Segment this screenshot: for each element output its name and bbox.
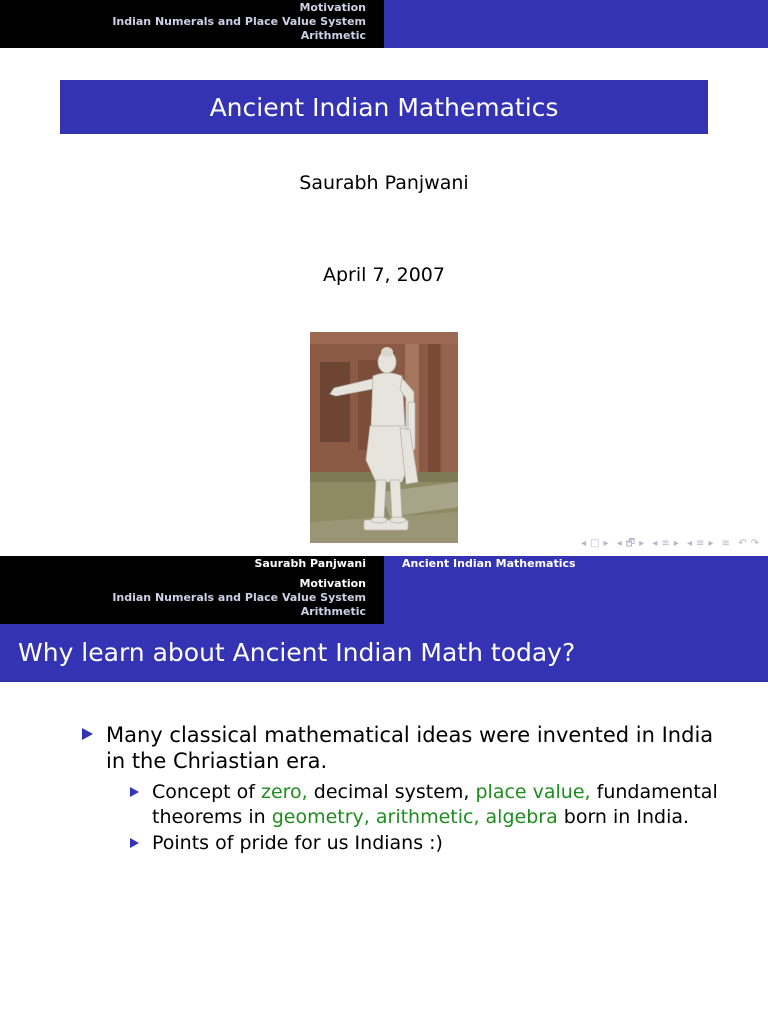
section-link-motivation[interactable]: Motivation [299, 577, 366, 590]
highlight-zero: zero, [260, 781, 308, 803]
nav-next-frame-icon[interactable]: ▸ [639, 538, 646, 549]
presentation-title-box [60, 80, 708, 134]
section-navigation [0, 556, 384, 624]
nav-forward-icon[interactable]: ↷ [750, 538, 760, 549]
sub-bullet-text [152, 780, 730, 830]
section-link-arithmetic[interactable]: Arithmetic [300, 605, 366, 618]
headline-bar [0, 0, 768, 48]
content-slide [0, 556, 768, 1024]
nav-prev-section-icon[interactable]: ◂ [687, 538, 694, 549]
bullet-text: Many classical mathematical ideas were invented in India in the Chriastian era. [106, 723, 714, 773]
nav-prev-frame-icon[interactable]: ◂ [616, 538, 623, 549]
headline-right-panel [384, 556, 768, 624]
highlight-place-value: place value, [475, 781, 591, 803]
text-span: Concept of [152, 781, 261, 803]
nav-prev-slide-icon[interactable]: ◂ [581, 538, 588, 549]
bullet-item [82, 722, 722, 774]
bullet-triangle-icon [130, 838, 139, 848]
section-link-numerals[interactable]: Indian Numerals and Place Value System [112, 15, 366, 28]
section-link-arithmetic[interactable]: Arithmetic [300, 29, 366, 42]
frame-title: Why learn about Ancient Indian Math today? [18, 638, 576, 667]
header-talk-title: Ancient Indian Mathematics [402, 557, 576, 570]
nav-slide-icon[interactable]: □ [590, 538, 601, 549]
section-navigation [0, 0, 384, 48]
sub-bullet-item [130, 780, 730, 830]
bullet-triangle-icon [130, 787, 139, 797]
bullet-triangle-icon [82, 728, 93, 740]
text-span: decimal system, [307, 781, 476, 803]
nav-next-slide-icon[interactable]: ▸ [603, 538, 610, 549]
nav-next-subsection-icon[interactable]: ▸ [673, 538, 680, 549]
author-name: Saurabh Panjwani [299, 172, 469, 194]
nav-document-icon[interactable]: ≡ [721, 538, 732, 549]
nav-subsection-icon[interactable]: ≡ [661, 538, 671, 549]
frame-title-bar [0, 624, 768, 682]
nav-next-section-icon[interactable]: ▸ [708, 538, 715, 549]
presentation-title: Ancient Indian Mathematics [209, 92, 559, 122]
headline-right-panel [384, 0, 768, 48]
statue-photo [310, 332, 458, 543]
nav-prev-subsection-icon[interactable]: ◂ [652, 538, 659, 549]
header-author: Saurabh Panjwani [254, 557, 366, 570]
text-span: fundamental theorems in [152, 781, 718, 828]
beamer-navigation-symbols [578, 536, 760, 553]
headline-bar [0, 556, 768, 624]
sub-bullet-item [130, 831, 730, 856]
nav-frame-icon[interactable]: 🗗 [625, 538, 637, 549]
presentation-date: April 7, 2007 [323, 264, 445, 286]
nav-section-icon[interactable]: ≡ [696, 538, 706, 549]
nav-back-icon[interactable]: ↶ [738, 538, 748, 549]
text-span: born in India. [557, 806, 690, 828]
section-link-motivation[interactable]: Motivation [299, 1, 366, 14]
highlight-fields: geometry, arithmetic, algebra [271, 806, 558, 828]
section-link-numerals[interactable]: Indian Numerals and Place Value System [112, 591, 366, 604]
sub-bullet-text: Points of pride for us Indians :) [152, 832, 443, 854]
